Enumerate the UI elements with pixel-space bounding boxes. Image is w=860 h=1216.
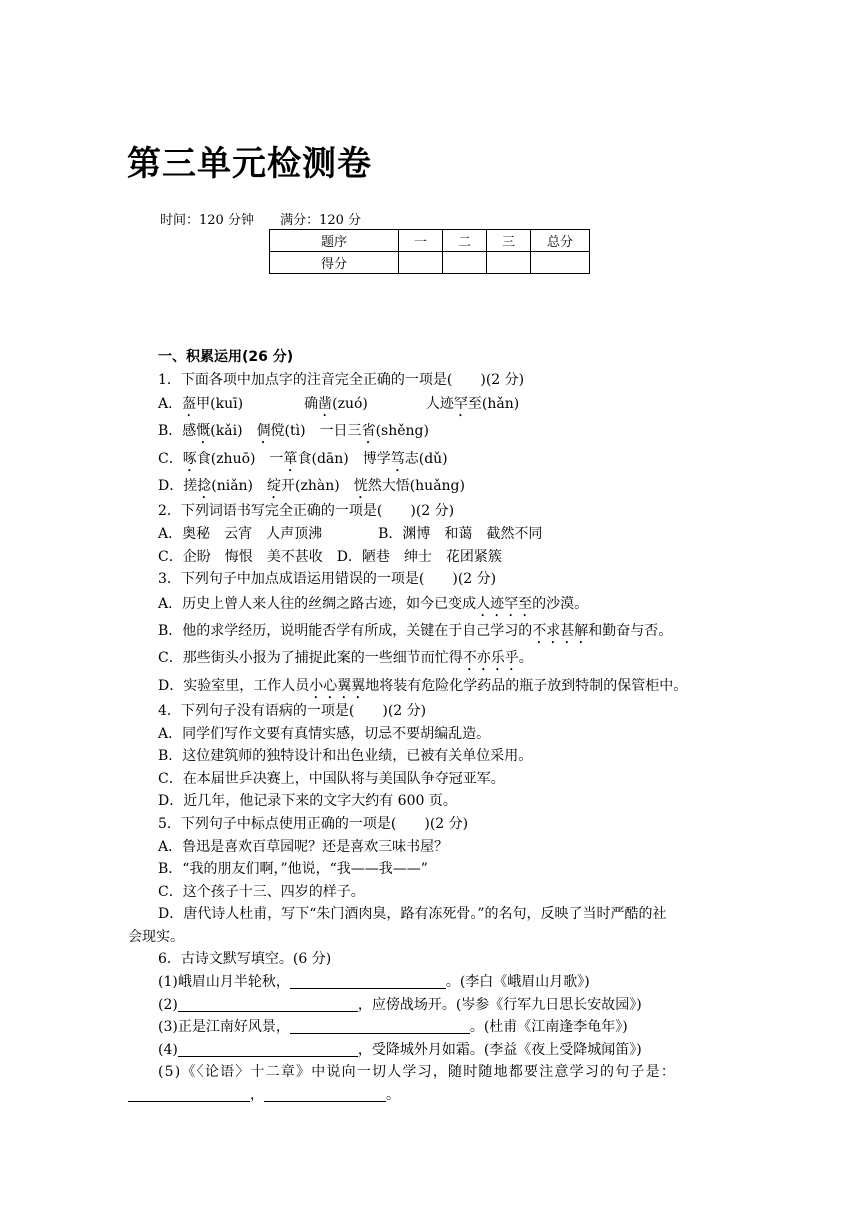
fill-blank[interactable]	[178, 997, 358, 1012]
dotted-char: 绽	[267, 478, 282, 495]
dotted-char: 恍	[353, 478, 368, 495]
option-item: 倜傥(tì)	[256, 423, 306, 440]
score-cell[interactable]	[531, 252, 590, 274]
score-header-cell: 题序	[270, 230, 399, 252]
dotted-idiom: 不亦乐乎	[462, 650, 519, 667]
question-5-option-b: B．“我的朋友们啊，”他说，“我——我——”	[158, 861, 428, 878]
question-1-stem: 1．下面各项中加点字的注音完全正确的一项是( )(2 分)	[158, 371, 525, 388]
dotted-char: 啄	[182, 450, 197, 467]
question-4-option-a: A．同学们写作文要有真情实感，切忌不要胡编乱造。	[158, 725, 491, 742]
question-6-item-5-answer: ， 。	[128, 1084, 736, 1107]
question-4-option-c: C．在本届世乒决赛上，中国队将与美国队争夺冠亚军。	[158, 770, 505, 787]
score-row-label: 得分	[270, 252, 399, 274]
question-2-options-ab: A．奥秘 云宵 人声顶沸 B．渊博 和蔼 截然不同	[158, 525, 543, 542]
question-4-option-b: B．这位建筑师的独特设计和出色业绩，已被有关单位采用。	[158, 748, 533, 765]
question-5-stem: 5．下列句子中标点使用正确的一项是( )(2 分)	[158, 815, 469, 832]
question-3-option-b: B．他的求学经历，说明能否学有所成，关键在于自己学习的不求甚解和勤奋与否。	[158, 623, 673, 640]
dotted-char: 凿	[318, 396, 333, 413]
dotted-idiom: 不求甚解	[532, 623, 589, 640]
option-item: 人迹罕至(hǎn)	[425, 396, 520, 413]
score-header-cell: 一	[399, 230, 443, 252]
question-4-option-d: D．近几年，他记录下来的文字大约有 600 页。	[158, 793, 457, 810]
question-6-item-1: (1)峨眉山月半轮秋， 。(李白《峨眉山月歌》)	[158, 974, 590, 991]
question-4-stem: 4．下列句子没有语病的一项是( )(2 分)	[158, 702, 427, 719]
option-item: 确凿(zuó)	[304, 396, 368, 413]
exam-content	[128, 346, 736, 1107]
question-6-item-2: (2) ，应傍战场开。(岑参《行军九日思长安故园》)	[158, 996, 642, 1013]
dotted-char: 罕	[453, 396, 468, 413]
question-3-option-a: A．历史上曾人来人往的丝绸之路古迹，如今已变成人迹罕至的沙漠。	[158, 595, 589, 612]
option-item: 盔甲(kuī)	[182, 396, 244, 413]
dotted-char: 盔	[182, 396, 197, 413]
dotted-char: 慨	[196, 423, 211, 440]
dotted-char: 省	[361, 423, 376, 440]
question-6-stem: 6．古诗文默写填空。(6 分)	[158, 951, 332, 968]
exam-meta	[160, 209, 361, 228]
question-2-stem: 2．下列词语书写完全正确的一项是( )(2 分)	[158, 503, 455, 520]
score-cell[interactable]	[487, 252, 531, 274]
question-2-options-cd: C．企盼 悔恨 美不甚收 D．陋巷 绅士 花团紧簇	[158, 548, 502, 565]
score-table-header-row	[270, 230, 590, 252]
question-1-option-b	[128, 418, 736, 445]
score-header-cell: 三	[487, 230, 531, 252]
question-3-stem: 3．下列句子中加点成语运用错误的一项是( )(2 分)	[158, 571, 497, 588]
question-5-option-d-cont: 会现实。	[128, 928, 184, 945]
question-6-item-4: (4) ，受降城外月如霜。(李益《夜上受降城闻笛》)	[158, 1041, 642, 1058]
score-header-cell: 二	[443, 230, 487, 252]
option-item: 一箪食(dān)	[269, 450, 349, 467]
dotted-char: 倜	[256, 423, 271, 440]
question-1-option-c	[128, 446, 736, 473]
score-table	[269, 229, 590, 274]
dotted-char: 箪	[283, 450, 298, 467]
option-label: D．	[158, 478, 184, 495]
question-6-item-3: (3)正是江南好风景， 。(杜甫《江南逢李龟年》)	[158, 1019, 628, 1036]
question-3-option-d: D．实验室里，工作人员小心翼翼地将装有危险化学药品的瓶子放到特制的保管柜中。	[158, 677, 688, 694]
fill-blank[interactable]	[290, 974, 446, 989]
option-item: 搓捻(niǎn)	[183, 478, 254, 495]
option-item: 恍然大悟(huǎng)	[353, 478, 465, 495]
option-item: 博学笃志(dǔ)	[362, 450, 448, 467]
question-1-option-d	[128, 473, 736, 500]
option-label: B．	[158, 423, 183, 440]
question-1-option-a	[128, 391, 736, 418]
fill-blank[interactable]	[264, 1087, 386, 1102]
fill-blank[interactable]	[128, 1087, 250, 1102]
dotted-idiom: 小心翼翼	[309, 677, 366, 694]
section-heading: 一、积累运用(26 分)	[158, 349, 294, 365]
dotted-char: 笃	[390, 450, 405, 467]
option-item: 绽开(zhàn)	[267, 478, 340, 495]
option-item: 啄食(zhuō)	[182, 450, 256, 467]
dotted-char: 捻	[197, 478, 212, 495]
page-title: 第三单元检测卷	[127, 144, 372, 184]
question-5-option-d: D．唐代诗人杜甫，写下“朱门酒肉臭，路有冻死骨。”的名句，反映了当时严酷的社	[158, 906, 667, 923]
question-5-option-c: C．这个孩子十三、四岁的样子。	[158, 883, 365, 900]
score-table-score-row	[270, 252, 590, 274]
question-6-item-5: (5)《〈论语〉十二章》中说向一切人学习，随时随地都要注意学习的句子是：	[158, 1064, 677, 1081]
score-cell[interactable]	[443, 252, 487, 274]
option-item: 感慨(kǎi)	[182, 423, 243, 440]
option-label: C．	[158, 450, 183, 467]
fill-blank[interactable]	[178, 1042, 358, 1057]
fill-blank[interactable]	[290, 1019, 470, 1034]
score-header-cell: 总分	[531, 230, 590, 252]
option-item: 一日三省(shěng)	[319, 423, 429, 440]
question-5-option-a: A．鲁迅是喜欢百草园呢？还是喜欢三味书屋？	[158, 838, 449, 855]
score-cell[interactable]	[399, 252, 443, 274]
full-score: 满分：120 分	[280, 213, 362, 228]
time-limit: 时间：120 分钟	[160, 213, 254, 228]
dotted-idiom: 人迹罕至	[476, 595, 533, 612]
option-label: A．	[158, 396, 183, 413]
question-3-option-c: C．那些街头小报为了捕捉此案的一些细节而忙得不亦乐乎。	[158, 650, 533, 667]
